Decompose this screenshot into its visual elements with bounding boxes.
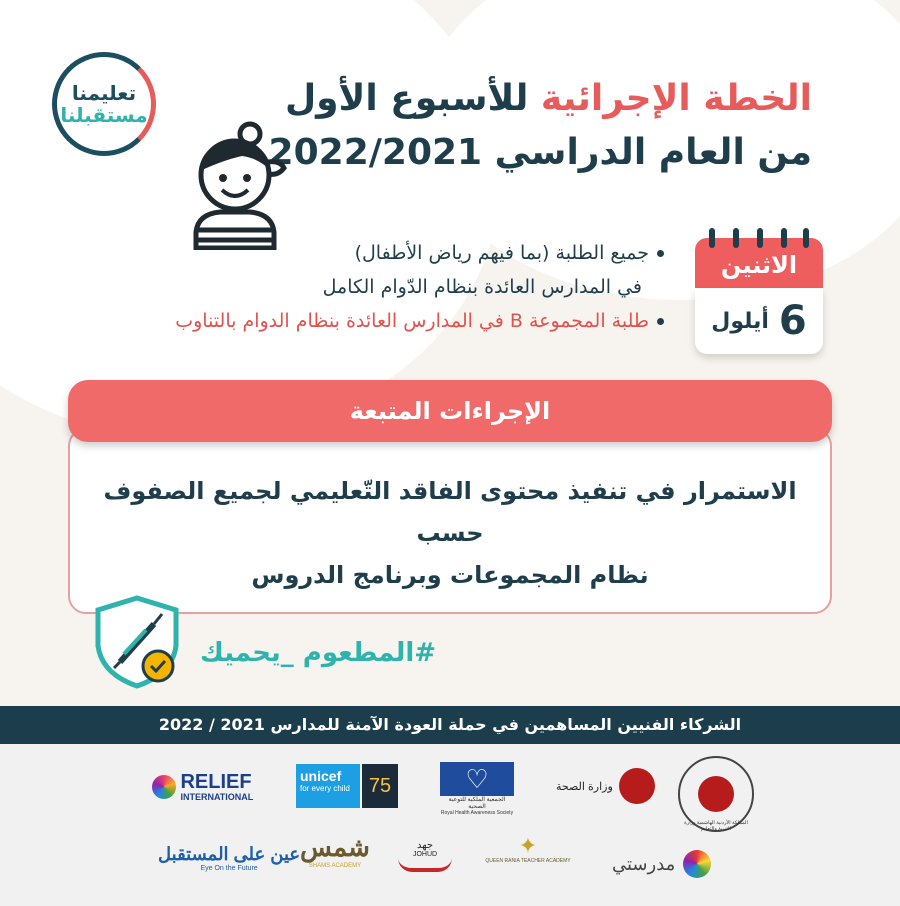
list-item [175,304,664,338]
qrta-logo [480,834,576,864]
relief-international-logo [152,772,253,802]
unicef-logo [296,764,360,808]
unicef-sub: for every child [300,784,350,793]
calendar-body [695,288,823,354]
bullet-text: طلبة المجموعة B في المدارس العائدة بنظام الدوام بالتناوب [175,310,649,332]
swoosh-icon [398,858,452,872]
bullet-text: في المدارس العائدة بنظام الدّوام الكامل [322,276,642,298]
calendar-ring [781,228,787,248]
student-icon [180,120,290,250]
list-item [224,270,664,304]
bullet-icon [657,250,664,257]
relief-sub: INTERNATIONAL [180,792,254,802]
rhas-name-en: Royal Health Awareness Society [440,810,514,816]
calendar-ring [709,228,715,248]
rhas-logo [440,762,514,816]
heart-icon: ♡ [440,762,514,796]
page-title-line1 [285,78,812,119]
calendar-ring [733,228,739,248]
qrta-name: QUEEN RANIA TEACHER ACADEMY [485,858,571,864]
procedures-header: الإجراءات المتبعة [68,380,832,442]
procedures-line2: نظام المجموعات وبرنامج الدروس [251,561,649,589]
target-students-list [175,236,664,338]
calendar-ring [757,228,763,248]
title-rest: للأسبوع الأول [284,78,529,119]
calendar-month: أيلول [711,308,769,334]
logo-line2: مستقبلنا [60,103,148,127]
shams-name-en: SHAMS ACADEMY [308,863,362,869]
title-highlight: الخطة الإجرائية [540,78,812,119]
bullet-icon [657,318,664,325]
flower-icon [152,775,176,799]
bullet-text: جميع الطلبة (بما فيهم رياض الأطفال) [354,242,649,264]
moh-logo [556,768,655,804]
crest-icon [698,776,734,812]
vaccine-hashtag: #المطعوم _يحميك [200,638,437,668]
madrasati-logo [612,850,711,878]
procedures-text [88,470,812,596]
star-icon: ✦ [518,833,538,858]
johud-name-en: JOHUD [412,851,438,858]
eye-name: عين على المستقبل [158,844,301,864]
procedures-line1: الاستمرار في تنفيذ محتوى الفاقد التّعليمي لجميع الصفوف حسب [103,477,797,547]
calendar-ring [803,228,809,248]
unicef-name: unicef [300,768,342,784]
eye-name-en: Eye On the Future [200,865,258,872]
shams-name: شمس [300,832,370,862]
logo-line1: تعليمنا [71,81,137,105]
johud-logo [398,840,452,872]
partners-logos [0,744,900,906]
calendar-day: 6 [778,298,807,344]
relief-name: RELIEF [180,771,252,793]
page-title-line2: من العام الدراسي 2022/2021 [268,132,812,173]
shams-academy-logo [300,832,370,869]
eye-on-future-logo [158,844,300,872]
calendar-date [695,228,823,354]
rhas-name: الجمعية الملكية للتوعية الصحية [448,797,506,810]
crest-icon [619,768,655,804]
vaccine-shield-icon [92,594,182,690]
partners-bar: الشركاء الفنيين المساهمين في حملة العودة الآمنة للمدارس 2021 / 2022 [0,706,900,744]
moe-logo [678,756,754,832]
moe-name: المملكة الأردنية الهاشمية وزارة التربية والتعليم [684,820,748,832]
calendar-weekday: الاثنين [695,238,823,288]
madrasati-name: مدرستي [612,853,676,874]
list-item [224,236,664,270]
moh-name: وزارة الصحة [556,780,613,793]
unicef-75-logo: 75 [362,764,398,808]
johud-name: جهد [416,840,434,851]
star-icon [683,850,711,878]
campaign-logo [52,52,156,156]
